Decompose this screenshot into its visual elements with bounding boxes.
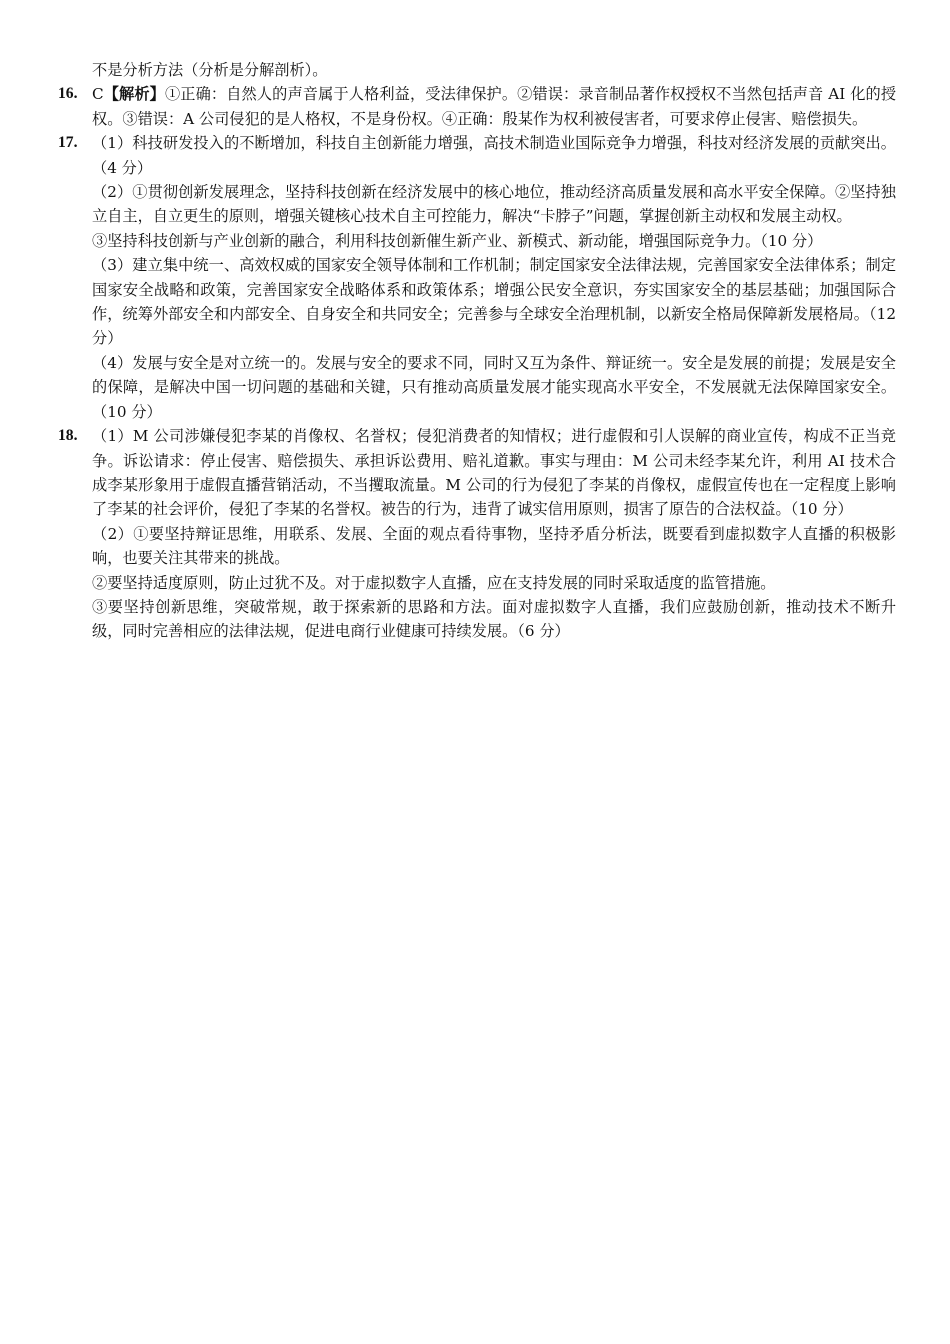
question-18-body [92, 424, 896, 644]
question-16-body [92, 82, 896, 131]
question-16-answer: C [92, 85, 104, 104]
question-17-body [92, 131, 896, 424]
question-17 [58, 131, 896, 424]
question-16-analysis: ①正确：自然人的声音属于人格利益，受法律保护。②错误：录音制品著作权授权不当然包括声音 AI 化的授权。③错误：A 公司侵犯的是人格权，不是身份权。④正确：殷某作为权利被侵害者，可要求停止侵害、赔偿损失。 [92, 85, 897, 128]
question-16 [58, 82, 896, 131]
question-18-part-1: （1）M 公司涉嫌侵犯李某的肖像权、名誉权；侵犯消费者的知情权；进行虚假和引人误解的商业宣传，构成不正当竞争。诉讼请求：停止侵害、赔偿损失、承担诉讼费用、赔礼道歉。事实与理由：M 公司未经李某允许，利用 AI 技术合成李某形象用于虚假直播营销活动，不当攫取流量。M 公司的行为侵犯了李某的肖像权，虚假宣传也在一定程度上影响了李某的社会评价，侵犯了李某的名誉权。被告的行为，违背了诚实信用原则，损害了原告的合法权益。（10 分） [92, 427, 896, 519]
question-16-text [92, 82, 896, 131]
question-18-number: 18. [58, 427, 78, 445]
question-17-part-1: （1）科技研发投入的不断增加，科技自主创新能力增强，高技术制造业国际竞争力增强，科技对经济发展的贡献突出。（4 分） [92, 134, 896, 177]
answer-content [58, 58, 896, 644]
question-18 [58, 424, 896, 644]
question-18-part-2: （2）①要坚持辩证思维，用联系、发展、全面的观点看待事物，坚持矛盾分析法，既要看到虚拟数字人直播的积极影响，也要关注其带来的挑战。 [92, 524, 896, 568]
question-17-part-2: （2）①贯彻创新发展理念，坚持科技创新在经济发展中的核心地位，推动经济高质量发展和高水平安全保障。②坚持独立自主，自立更生的原则，增强关键核心技术自主可控能力，解决“卡脖子”问题，掌握创新主动权和发展主动权。 [92, 183, 896, 226]
question-18-part-2-point-2: ②要坚持适度原则，防止过犹不及。对于虚拟数字人直播，应在支持发展的同时采取适度的监管措施。 [92, 573, 776, 592]
question-17-part-4: （4）发展与安全是对立统一的。发展与安全的要求不同，同时又互为条件、辩证统一。安全是发展的前提；发展是安全的保障，是解决中国一切问题的基础和关键，只有推动高质量发展才能实现高水平安全，不发展就无法保障国家安全。（10 分） [92, 353, 896, 421]
question-18-part-2-point-3: ③要坚持创新思维，突破常规，敢于探索新的思路和方法。面对虚拟数字人直播，我们应鼓励创新，推动技术不断升级，同时完善相应的法律法规，促进电商行业健康可持续发展。（6 分） [92, 597, 896, 641]
question-17-part-2-cont: ③坚持科技创新与产业创新的融合，利用科技创新催生新产业、新模式、新动能，增强国际竞争力。（10 分） [92, 231, 823, 250]
question-17-number: 17. [58, 134, 78, 152]
question-16-number: 16. [58, 85, 78, 103]
question-17-part-3: （3）建立集中统一、高效权威的国家安全领导体制和工作机制；制定国家安全法律法规，完善国家安全法律体系；制定国家安全战略和政策，完善国家安全战略体系和政策体系；增强公民安全意识，夯实国家安全的基层基础；加强国际合作，统筹外部安全和内部安全、自身安全和共同安全；完善参与全球安全治理机制，以新安全格局保障新发展格局。（12 分） [92, 256, 896, 348]
intro-line: 不是分析方法（分析是分解剖析）。 [92, 61, 328, 79]
question-16-tag: 【解析】 [103, 85, 165, 104]
